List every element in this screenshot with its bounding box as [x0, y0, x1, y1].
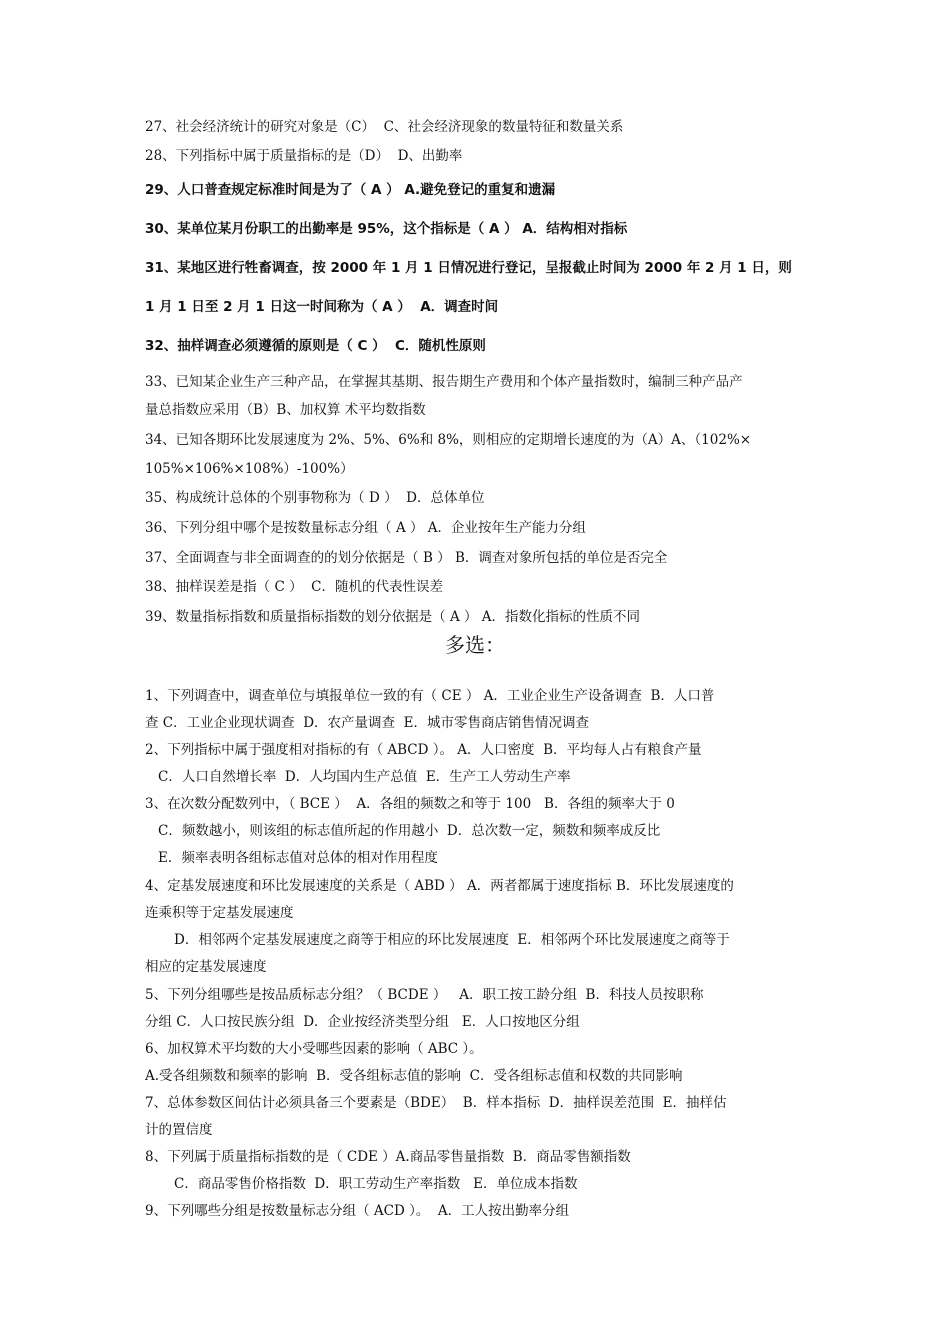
multi-question-3-line-3: E．频率表明各组标志值对总体的相对作用程度 [158, 850, 438, 866]
question-30: 30、某单位某月份职工的出勤率是 95%，这个指标是（ A ） A．结构相对指标 [145, 221, 628, 237]
multi-question-5-line-1: 5、下列分组哪些是按品质标志分组？（ BCDE ） A．职工按工龄分组 B．科技人员按职称 [145, 987, 704, 1003]
multi-question-3-line-1: 3、在次数分配数列中，（ BCE ） A．各组的频数之和等于 100 B．各组的频率大于 0 [145, 796, 675, 812]
question-34-line-1: 34、已知各期环比发展速度为 2%、5%、6%和 8%，则相应的定期增长速度的为（A）A、（102%× [145, 432, 752, 448]
question-28: 28、下列指标中属于质量指标的是（D） D、出勤率 [145, 148, 463, 164]
multi-question-6-line-1: 6、加权算术平均数的大小受哪些因素的影响（ ABC ）。 [145, 1041, 483, 1057]
multi-question-2-line-1: 2、下列指标中属于强度相对指标的有（ ABCD ）。 A．人口密度 B．平均每人占有粮食产量 [145, 742, 702, 758]
question-27: 27、社会经济统计的研究对象是（C） C、社会经济现象的数量特征和数量关系 [145, 119, 624, 135]
question-37: 37、全面调查与非全面调查的的划分依据是（ B ） B．调查对象所包括的单位是否完全 [145, 550, 668, 566]
multi-question-4-line-2: 连乘积等于定基发展速度 [145, 905, 294, 921]
multi-question-4-line-3: D．相邻两个定基发展速度之商等于相应的环比发展速度 E．相邻两个环比发展速度之商等于 [174, 932, 730, 948]
multi-question-7-line-1: 7、总体参数区间估计必须具备三个要素是（BDE） B．样本指标 D．抽样误差范围 E．抽样估 [145, 1095, 727, 1111]
multi-question-4-line-4: 相应的定基发展速度 [145, 959, 267, 975]
question-31-line-1: 31、某地区进行牲畜调查，按 2000 年 1 月 1 日情况进行登记，呈报截止时间为 2000 年 2 月 1 日，则 [145, 260, 792, 276]
multi-question-4-line-1: 4、定基发展速度和环比发展速度的关系是（ ABD ） A．两者都属于速度指标 B．环比发展速度的 [145, 878, 734, 894]
multi-question-5-line-2: 分组 C．人口按民族分组 D．企业按经济类型分组 E．人口按地区分组 [145, 1014, 580, 1030]
question-36: 36、下列分组中哪个是按数量标志分组（ A ） A．企业按年生产能力分组 [145, 520, 587, 536]
multi-question-1-line-2: 查 C．工业企业现状调查 D．农产量调查 E．城市零售商店销售情况调查 [145, 715, 589, 731]
question-32: 32、抽样调查必须遵循的原则是（ C ） C．随机性原则 [145, 338, 486, 354]
multi-question-2-line-2: C．人口自然增长率 D．人均国内生产总值 E．生产工人劳动生产率 [158, 769, 571, 785]
question-31-line-2: 1 月 1 日至 2 月 1 日这一时间称为（ A ） A．调查时间 [145, 299, 499, 315]
question-39: 39、数量指标指数和质量指标指数的划分依据是（ A ） A．指数化指标的性质不同 [145, 609, 641, 625]
question-33-line-1: 33、已知某企业生产三种产品，在掌握其基期、报告期生产费用和个体产量指数时，编制三种产品产 [145, 374, 743, 390]
question-38: 38、抽样误差是指（ C ） C．随机的代表性误差 [145, 579, 444, 595]
multi-question-1-line-1: 1、下列调查中，调查单位与填报单位一致的有（ CE ） A．工业企业生产设备调查 B．人口普 [145, 688, 715, 704]
question-33-line-2: 量总指数应采用（B）B、加权算 术平均数指数 [145, 402, 426, 418]
multi-question-7-line-2: 计的置信度 [145, 1122, 213, 1138]
question-35: 35、构成统计总体的个别事物称为（ D ） D．总体单位 [145, 490, 485, 506]
question-29: 29、人口普查规定标准时间是为了（ A ） A.避免登记的重复和遗漏 [145, 182, 556, 198]
section-heading-multiple-choice: 多选： [445, 633, 505, 657]
multi-question-8-line-2: C．商品零售价格指数 D．职工劳动生产率指数 E．单位成本指数 [174, 1176, 578, 1192]
multi-question-9-line-1: 9、下列哪些分组是按数量标志分组（ ACD ）。 A．工人按出勤率分组 [145, 1203, 570, 1219]
multi-question-6-line-2: A.受各组频数和频率的影响 B．受各组标志值的影响 C．受各组标志值和权数的共同影响 [145, 1068, 683, 1084]
multi-question-3-line-2: C．频数越小，则该组的标志值所起的作用越小 D．总次数一定，频数和频率成反比 [158, 823, 661, 839]
question-34-line-2: 105%×106%×108%）-100%） [145, 461, 354, 477]
multi-question-8-line-1: 8、下列属于质量指标指数的是（ CDE ）A.商品零售量指数 B．商品零售额指数 [145, 1149, 631, 1165]
